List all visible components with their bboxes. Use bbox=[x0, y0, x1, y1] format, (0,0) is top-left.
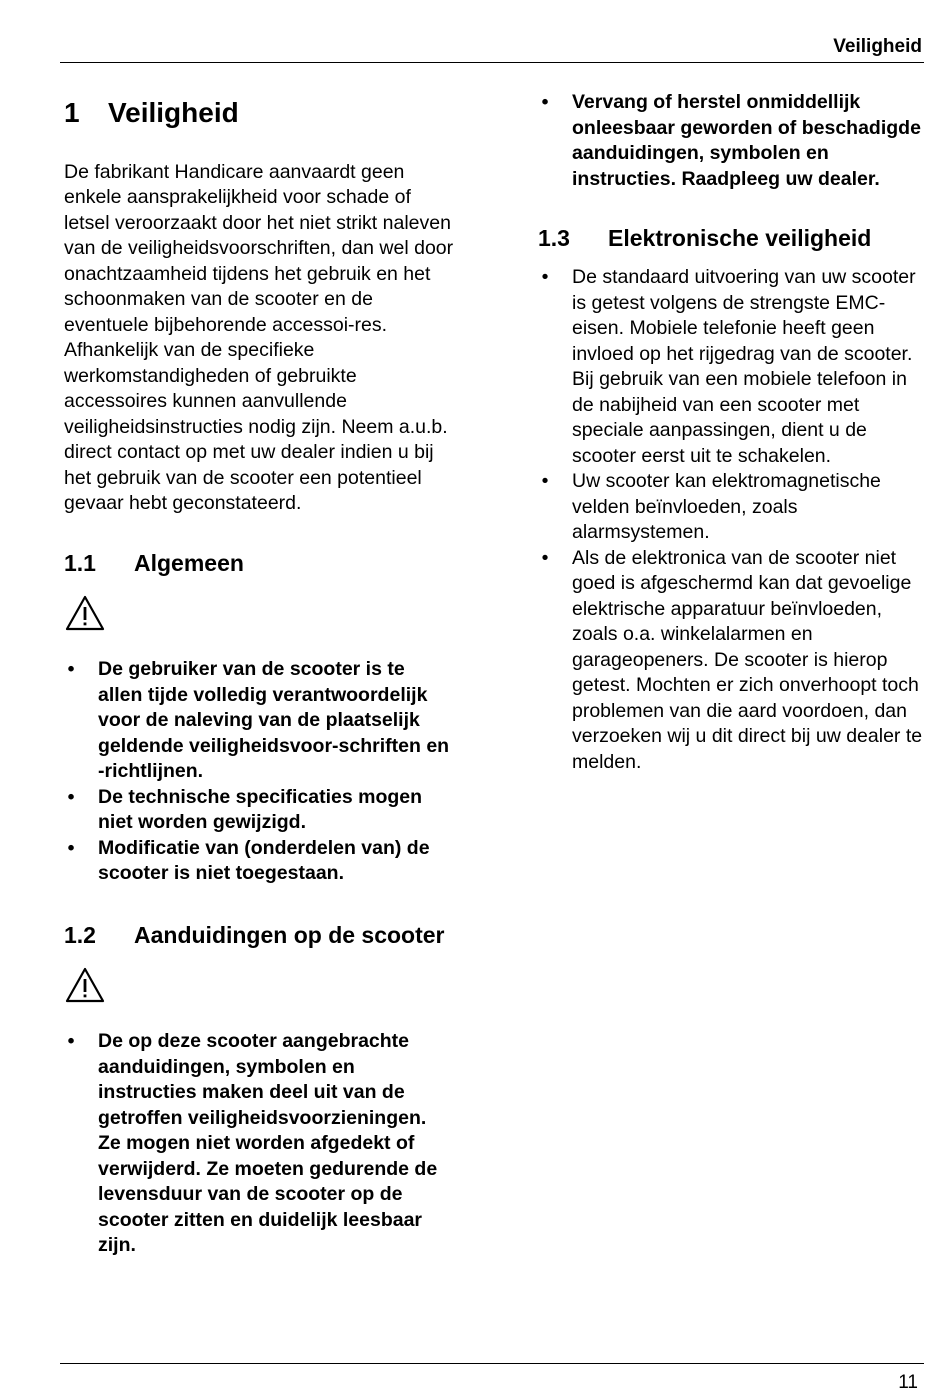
section-number: 1 bbox=[64, 97, 80, 128]
bullet: • bbox=[541, 91, 549, 113]
footer-rule bbox=[60, 1363, 924, 1364]
left-column bbox=[64, 97, 454, 1259]
bullet: • bbox=[67, 836, 75, 859]
bullet: • bbox=[541, 266, 549, 288]
section-title: Aanduidingen op de scooter bbox=[134, 921, 445, 948]
section-title: Elektronische veiligheid bbox=[608, 225, 872, 251]
list-item: • Vervang of herstel onmiddellijk onleesbaar geworden of beschadigde aanduidingen, symbolen en instructies. Raadpleeg uw dealer. bbox=[538, 90, 930, 192]
section-1-2-heading bbox=[64, 921, 454, 950]
general-safety-list bbox=[64, 657, 454, 887]
running-header: Veiligheid bbox=[833, 36, 922, 57]
list-item: • De op deze scooter aangebrachte aanduidingen, symbolen en instructies maken deel uit van de getroffen veiligheidsvoorzieningen. Ze mogen niet worden afgedekt of verwijderd. Ze moeten gedurende de levensduur van de scooter op de scooter zitten en duidelijk leesbaar zijn. bbox=[64, 1029, 454, 1259]
bullet: • bbox=[541, 470, 549, 492]
list-item: • De technische specificaties mogen niet worden gewijzigd. bbox=[64, 785, 454, 836]
section-number: 1.2 bbox=[64, 921, 96, 948]
list-item: • De gebruiker van de scooter is te allen tijde volledig verantwoordelijk voor de naleving van de plaatselijk geldende veiligheidsvoor-schriften en -richtlijnen. bbox=[64, 657, 454, 785]
header-rule bbox=[60, 62, 924, 63]
warning-triangle-icon bbox=[64, 966, 106, 1004]
warning-triangle-icon bbox=[64, 594, 106, 632]
list-item: • Als de elektronica van de scooter niet goed is afgeschermd kan dat gevoelige elektrische apparatuur beïnvloeden, zoals o.a. winkelalarmen en garageopeners. De scooter is hierop getest. Mochten er zich onverhoopt toch problemen van die aard voordoen, dan verzoeken wij u dit direct bij uw dealer te melden. bbox=[538, 546, 930, 776]
markings-list bbox=[64, 1029, 454, 1259]
bullet: • bbox=[67, 1030, 75, 1052]
section-title: Veiligheid bbox=[108, 97, 239, 128]
bullet: • bbox=[541, 546, 549, 569]
list-item: • De standaard uitvoering van uw scooter is getest volgens de strengste EMC-eisen. Mobiele telefonie heeft geen invloed op het rijgedrag van de scooter. Bij gebruik van een mobiele telefoon in de nabijheid van een scooter met speciale aanpassingen, dient u de scooter eerst uit te schakelen. bbox=[538, 265, 930, 469]
section-1-1-heading bbox=[64, 549, 454, 578]
section-number: 1.1 bbox=[64, 549, 96, 576]
electronic-safety-list bbox=[538, 265, 930, 775]
section-number: 1.3 bbox=[538, 225, 570, 251]
list-item: • Uw scooter kan elektromagnetische velden beïnvloeden, zoals alarmsystemen. bbox=[538, 469, 930, 546]
bullet: • bbox=[67, 785, 75, 808]
list-item: • Modificatie van (onderdelen van) de scooter is niet toegestaan. bbox=[64, 836, 454, 887]
intro-paragraph: De fabrikant Handicare aanvaardt geen enkele aansprakelijkheid voor schade of letsel veroorzaakt door het niet strikt naleven van de veiligheidsvoorschriften, dan wel door onachtzaamheid tijdens het gebruik en het schoonmaken van de scooter en de eventuele bijbehorende accessoi-res. Afhankelijk van de specifieke werkomstandigheden of gebruikte accessoires kunnen aanvullende veiligheidsinstructies nodig zijn. Neem a.u.b. direct contact op met uw dealer indien u bij het gebruik van de scooter een potentieel gevaar hebt geconstateerd. bbox=[64, 160, 454, 514]
section-1-3-heading bbox=[538, 224, 930, 253]
bullet: • bbox=[67, 658, 75, 680]
section-1-heading bbox=[64, 97, 454, 128]
page-number: 11 bbox=[898, 1372, 918, 1393]
markings-list-continued bbox=[538, 90, 930, 192]
right-column bbox=[538, 90, 930, 775]
section-title: Algemeen bbox=[134, 549, 244, 576]
